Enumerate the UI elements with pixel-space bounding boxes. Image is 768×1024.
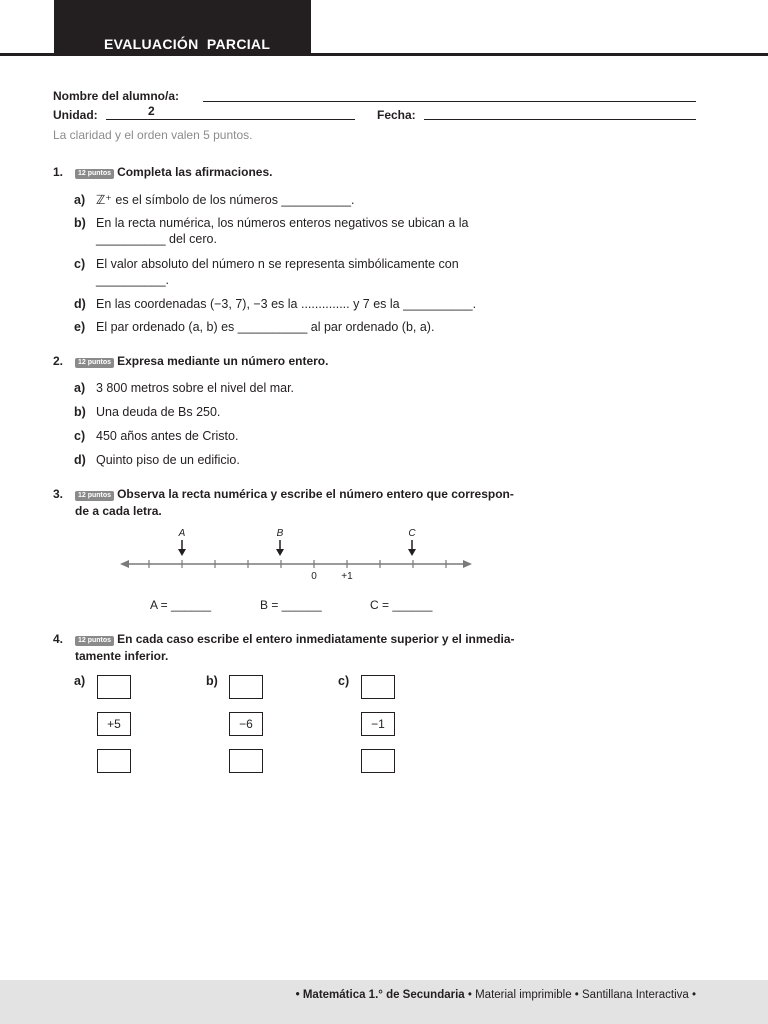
date-line [424,119,696,120]
q1-item-letter: a) [74,193,86,207]
q1-item-text: En la recta numérica, los números enteros negativos se ubican a la [96,216,469,230]
answer-a: A = ______ [150,598,212,612]
answer-c: C = ______ [370,598,433,612]
footer-text [296,989,696,1001]
q1-title: Completa las afirmaciones. [117,165,273,179]
axis-arrow-right [463,560,472,568]
q2-item-text: 450 años antes de Cristo. [96,429,239,443]
footer-course: • Matemática 1.° de Secundaria [295,989,465,1001]
q2-points-badge: 12 puntos [75,358,114,368]
name-label: Nombre del alumno/a: [53,89,180,103]
date-label: Fecha: [377,108,416,122]
q4-b-upper-box[interactable] [229,675,263,699]
q4-a-upper-box[interactable] [97,675,131,699]
q3-title-cont: de a cada letra. [75,504,162,518]
name-line [203,101,696,102]
q3-title: Observa la recta numérica y escribe el número entero que correspon- [117,487,514,501]
number-line [118,525,478,585]
q4-number: 4. [53,632,64,646]
q4-b-value-box: −6 [229,712,263,736]
q2-item-d [74,452,240,468]
q4-title: En cada caso escribe el entero inmediatamente superior y el inmedia- [117,632,515,646]
q1-number: 1. [53,165,64,179]
q4-points-badge: 12 puntos [75,636,114,646]
q4-c-lower-box[interactable] [361,749,395,773]
q1-item-e [74,319,434,335]
q1-item-text: En las coordenadas (−3, 7), −3 es la .............. y 7 es la __________. [96,297,477,311]
q1-item-text: ℤ⁺ es el símbolo de los números __________. [96,193,355,207]
grading-note: La claridad y el orden valen 5 puntos. [53,128,253,142]
header-rule [0,53,768,56]
q2-item-a [74,380,294,396]
q2-item-letter: a) [74,381,86,395]
q2-title: Expresa mediante un número entero. [117,354,329,368]
q4-col-b-letter: b) [206,674,218,688]
q2-item-letter: d) [74,453,86,467]
q1-item-letter: d) [74,297,86,311]
q1-item-letter: e) [74,320,86,334]
q1-item-text: El par ordenado (a, b) es __________ al par ordenado (b, a). [96,320,435,334]
q1-item-letter: c) [74,257,86,271]
q4-col-c-letter: c) [338,674,350,688]
q1-item-text-cont: __________ del cero. [96,232,217,246]
axis-arrow-left [120,560,129,568]
q2-item-text: Una deuda de Bs 250. [96,405,221,419]
q2-item-letter: b) [74,405,86,419]
q1-heading [75,164,272,180]
q2-heading [75,353,328,369]
q4-a-lower-box[interactable] [97,749,131,773]
q1-item-text-cont: __________. [96,273,169,287]
point-A-marker [178,528,186,556]
q1-item-c [74,256,459,288]
q2-item-letter: c) [74,429,86,443]
answer-b: B = ______ [260,598,322,612]
q3-heading [75,486,514,502]
unit-value: 2 [148,104,155,118]
q2-number: 2. [53,354,64,368]
q2-item-text: Quinto piso de un edificio. [96,453,240,467]
tick-label-zero: 0 [311,571,317,582]
point-label-a: A [178,528,186,539]
q3-points-badge: 12 puntos [75,491,114,501]
q4-heading [75,631,515,647]
axis-group [120,528,472,582]
q2-item-b [74,404,220,420]
q4-col-a-letter: a) [74,674,86,688]
q1-item-letter: b) [74,216,86,230]
q1-item-text: El valor absoluto del número n se representa simbólicamente con [96,257,459,271]
unit-line [106,119,355,120]
footer-credits: • Material imprimible • Santillana Interactiva • [464,989,696,1001]
footer-bar [0,980,768,1024]
unit-label: Unidad: [53,108,98,122]
point-B-marker [276,528,284,556]
q4-c-value-box: −1 [361,712,395,736]
point-label-b: B [276,528,284,539]
q4-c-upper-box[interactable] [361,675,395,699]
q4-title-cont: tamente inferior. [75,649,169,663]
q1-points-badge: 12 puntos [75,169,114,179]
tick-label-plus-one: +1 [341,571,353,582]
q2-item-text: 3 800 metros sobre el nivel del mar. [96,381,295,395]
q1-item-a [74,192,354,208]
point-C-marker [408,528,416,556]
point-label-c: C [408,528,416,539]
q4-b-lower-box[interactable] [229,749,263,773]
q1-item-d [74,296,476,312]
q4-a-value-box: +5 [97,712,131,736]
q3-number: 3. [53,487,64,501]
q1-item-b [74,215,468,247]
q2-item-c [74,428,238,444]
page-title: EVALUACIÓN PARCIAL [104,36,271,52]
